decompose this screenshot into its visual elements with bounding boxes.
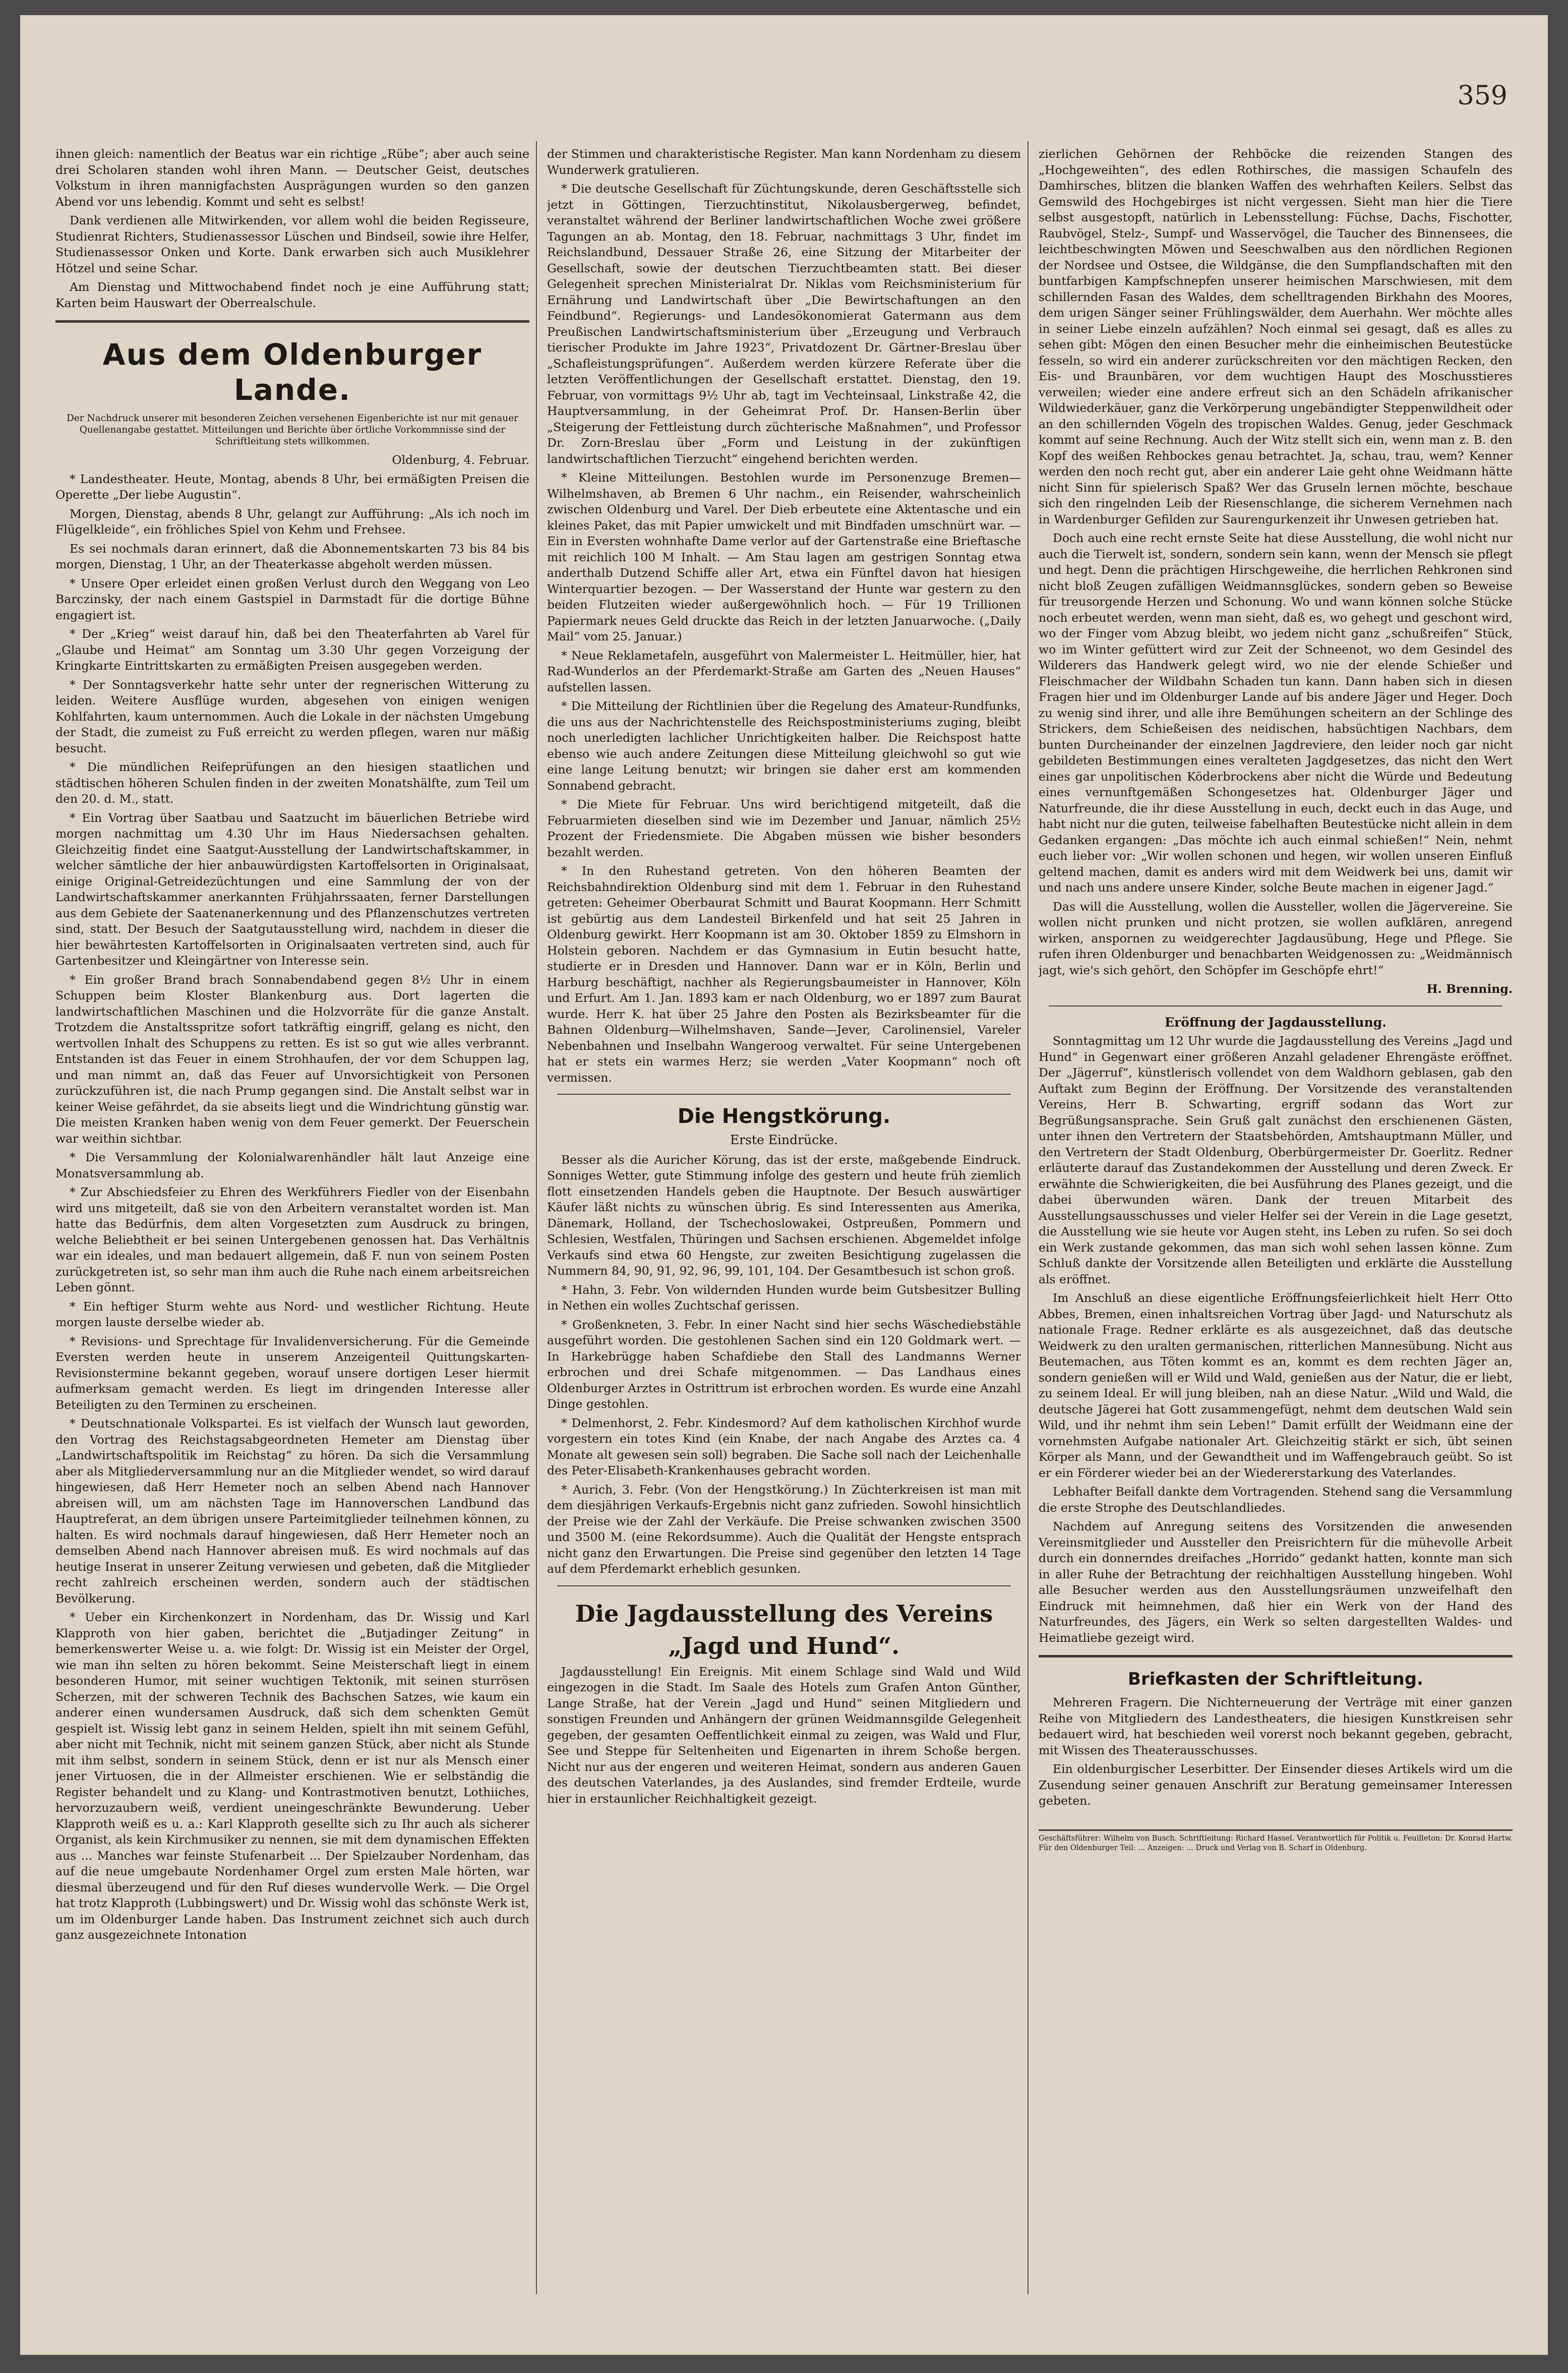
paragraph: * Landestheater. Heute, Montag, abends 8 Uhr, bei ermäßigten Preisen die Operette „Der liebe Augustin“. (55, 471, 529, 502)
jagd-article-continued (1039, 146, 1513, 978)
paragraph: Im Anschluß an diese eigentliche Eröffnungsfeierlichkeit hielt Herr Otto Abbes, Bremen, einen inhaltsreichen Vortrag über Jagd- und Naturschutz als nationale Frage. Redner erklärte es als ausgezeichnet, daß das deutsche Weidwerk zu den uralten germanischen, ritterlichen Mannesübung. Nicht aus Beutemachen, aus Töten kommt es an, kommt es dem rechten Jäger an, sondern genießen will er Wild und Wald, genießen aus der Natur, die er liebt, zu seinem Ideal. Er will jung bleiben, nah an diese Natur. „Wild und Wald, die deutsche Jägerei hat Gott zusammengefügt, nehmt dem deutschen Wald sein Wild, und ihr nehmt ihm sein Leben!“ Damit erfüllt der Weidmann eine der vornehmsten Aufgabe nationaler Art. Gleichzeitig stärkt er sich, übt seinen Körper als Mann, und der Gewandtheit und im Waffengebrauch geübt. So ist er ein Förderer wieder bei an der Wiedererstarkung des Vaterlandes. (1039, 1291, 1513, 1480)
eroeffnung-article (1039, 1033, 1513, 1646)
hengst-article (547, 1152, 1021, 1577)
section-title: Aus dem Oldenburger Lande. (102, 337, 483, 407)
paragraph: * Hahn, 3. Febr. Von wildernden Hunden wurde beim Gutsbesitzer Bulling in Nethen ein wolles Zuchtschaf gerissen. (547, 1282, 1021, 1313)
paragraph: * Die Versammlung der Kolonialwarenhändler hält laut Anzeige eine Monatsversammlung ab. (55, 1150, 529, 1180)
paragraph: Mehreren Fragern. Die Nichterneuerung der Verträge mit einer ganzen Reihe von Mitgliedern des Landestheaters, die hiesigen Kunstkreisen sehr bedauert wird, hat beschieden weil vorerst noch bekannt gegeben, gebracht, mit Wissen des Theaterausschusses. (1039, 1695, 1513, 1757)
dateline: Oldenburg, 4. Februar. (392, 453, 529, 467)
local-news (55, 471, 529, 1943)
section-note: Der Nachdruck unserer mit besonderen Zeichen versehenen Eigenberichte ist nur mit genauer Quellenangabe gestattet. Mitteilungen und Berichte über örtliche Vorkommnisse sind der Schriftleitung stets willkommen. (67, 413, 518, 447)
paragraph: ihnen gleich: namentlich der Beatus war ein richtige „Rübe“; aber auch seine drei Scholaren standen wohl ihren Mann. — Deutscher Geist, deutsches Volkstum in ihren mannigfachsten Ausprägungen wurden so den ganzen Abend vor uns lebendig. Kommt und seht es selbst! (55, 147, 529, 209)
paragraph: * Der Sonntagsverkehr hatte sehr unter der regnerischen Witterung zu leiden. Weitere Ausflüge wurden, abgesehen von einigen wenigen Kohlfahrten, kaum unternommen. Auch die Lokale in der nächsten Umgebung der Stadt, die zumeist zu Fuß erreicht zu werden pflegen, waren nur mäßig besucht. (55, 677, 529, 755)
column-1 (55, 146, 529, 2294)
jagd-article (547, 1664, 1021, 1807)
column-rule-1 (536, 141, 537, 2294)
column-rule-2 (1028, 141, 1029, 2294)
paragraph: * Neue Reklametafeln, ausgeführt von Malermeister L. Heitmüller, hier, hat Rad-Wunderlos an der Pferdemarkt-Straße am Garten des „Neuen Hauses“ aufstellen lassen. (547, 648, 1021, 694)
paragraph: Dank verdienen alle Mitwirkenden, vor allem wohl die beiden Regisseure, Studienrat Richters, Studienassessor Lüschen und Bindseil, sowie ihre Helfer, Studienassessor Onken und Korte. Dank erwarben sich auch Musiklehrer Hötzel und seine Schar. (55, 213, 529, 275)
section-rule (557, 1094, 1011, 1095)
paragraph: Am Dienstag und Mittwochabend findet noch je eine Aufführung statt; Karten beim Hauswart der Oberrealschule. (55, 280, 529, 310)
paragraph: * Die deutsche Gesellschaft für Züchtungskunde, deren Geschäftsstelle sich jetzt in Göttingen, Tierzuchtinstitut, Nikolausbergerweg, befindet, veranstaltet während der Berliner landwirtschaftlichen Woche zwei größere Tagungen an ab. Montag, den 18. Februar, nachmittags 3 Uhr, findet im Reichslandbund, Dessauer Straße 26, eine Sitzung der Mitarbeiter der Gesellschaft, sowie der deutschen Tierzuchtbeamten statt. Bei dieser Gelegenheit sprechen Ministerialrat Dr. Niklas vom Reichsministerium für Ernährung und Landwirtschaft über „Die Bewirtschaftungen an den Feindbund“. Regierungs- und Landesökonomierat Gatermann aus dem Preußischen Landwirtschaftsministerium über „Erzeugung und Verbrauch tierischer Produkte im Jahre 1923“, Privatdozent Dr. Gärtner-Breslau über „Schafleistungsprüfungen“. Außerdem werden kürzere Referate über die letzten Veröffentlichungen der Gesellschaft erstattet. Dienstag, den 19. Februar, von vormittags 9½ Uhr ab, tagt im Vechteinsaal, Linkstraße 42, die Hauptversammlung, in der Geheimrat Prof. Dr. Hansen-Berlin über „Steigerung der Fettleistung durch züchterische Maßnahmen“, und Professor Dr. Zorn-Breslau über „Form und Leistung in der zukünftigen landwirtschaftlichen Tierzucht“ eingehend berichten werden. (547, 182, 1021, 466)
paragraph: * Ein großer Brand brach Sonnabendabend gegen 8½ Uhr in einem Schuppen beim Kloster Blankenburg aus. Dort lagerten die landwirtschaftlichen Maschinen und die Holzvorräte für die ganze Anstalt. Trotzdem die Anstaltsspritze sofort tatkräftig eingriff, gelang es nicht, den wertvollen Inhalt des Schuppens zu retten. Es ist so gut wie alles verbrannt. Entstanden ist das Feuer in einem Strohhaufen, der vor dem Schuppen lag, und man nimmt an, daß das Feuer auf Unvorsichtigkeit von Personen zurückzuführen ist, die nach Prump gegangen sind. Die Anstalt selbst war in keiner Weise gefährdet, da sie abseits liegt und die Windrichtung günstig war. Die meisten Kranken haben wenig von dem Feuer gemerkt. Der Feuerschein war weithin sichtbar. (55, 972, 529, 1146)
paragraph: * Ueber ein Kirchenkonzert in Nordenham, das Dr. Wissig und Karl Klapproth von hier gaben, berichtet die „Butjadinger Zeitung“ in bemerkenswerter Weise u. a. wie folgt: Dr. Wissig ist ein Meister der Orgel, wie man ihn selten zu hören bekommt. Seine Meisterschaft liegt in einem besonderen Humor, mit seiner wuchtigen Tektonik, mit seinen sturrösen Scherzen, mit der schweren Technik des Bachschen Satzes, wie kaum ein anderer einen wundersamen Ausdruck, daß sich dem schenkten Gemüt gespielt ist. Wissig lebt ganz in seinem Helden, spielt ihn mit seinem Gefühl, aber nicht mit Technik, nicht mit seinem ganzen Stück, aber nicht als Stunde mit ihm selbst, sondern in seinem Stück, denn er ist nur als Mensch einer jener Virtuosen, die in der Allmeister erschienen. Wie er selbständig die Register behandelt und zu Klang- und Kontrastmotiven benutzt, Lothiiches, hervorzuzaubern weiß, verdient uneingeschränkte Bewunderung. Ueber Klapproth weiß es u. a.: Karl Klapproth gesellte sich zu Ihr auch als sicherer Organist, als kein Kirchmusiker zu nennen, sie mit dem dynamischen Effekten aus ... Manches war feinste Stufenarbeit ... Der Spielzauber Nordenham, das auf die neue umgebaute Nordenhamer Orgel zum ersten Male hörten, war diesmal überzeugend und für den Ruf dieses wundervolle Werk. — Die Orgel hat trotz Klapproth (Lubbingswert) und Dr. Wissig wohl das schönste Werk ist, um im Oldenburger Lande haben. Das Instrument zeichnet sich auch durch ganz ausgezeichnete Intonation (55, 1610, 529, 1942)
page-number: 359 (1457, 81, 1507, 111)
jagd-title-line-2: „Jagd und Hund“. (668, 1632, 900, 1659)
paragraph: * In den Ruhestand getreten. Von den höheren Beamten der Reichsbahndirektion Oldenburg sind mit dem 1. Februar in den Ruhestand getreten: Geheimer Oberbaurat Schmitt und Baurat Koopmann. Herr Schmitt ist gebürtig aus dem Landesteil Birkenfeld und hat seit 25 Jahren in Oldenburg gewirkt. Herr Koopmann ist am 30. Oktober 1859 zu Elmshorn in Holstein geboren. Nachdem er das Gymnasium in Eutin besucht hatte, studierte er in Dresden und Hannover. Dann war er in Köln, Berlin und Harburg beschäftigt, nachher als Regierungsbaumeister in Hannover, Köln und Erfurt. Am 1. Jan. 1893 kam er nach Oldenburg, wo er 1897 zum Baurat wurde. Herr K. hat über 25 Jahre den Posten als Bezirksbeamter für die Bahnen Oldenburg—Wilhelmshaven, Sande—Jever, Carolinensiel, Vareler Nebenbahnen und Inselbahn Wangeroog verwaltet. Für seine Untergebenen hat er stets ein warmes Herz; sie werden „Vater Koopmann“ noch oft vermissen. (547, 864, 1021, 1085)
paragraph: * Revisions- und Sprechtage für Invalidenversicherung. Für die Gemeinde Eversten werden heute in unserem Anzeigenteil Quittungskarten-Revisionstermine bekannt gegeben, worauf unsere dortigen Leser hiermit aufmerksam gemacht werden. Es liegt im dringenden Interesse aller Beteiligten zu den Terminen zu erscheinen. (55, 1334, 529, 1412)
column-3 (1039, 146, 1513, 2294)
briefkasten (1039, 1695, 1513, 1809)
paragraph: Besser als die Auricher Körung, das ist der erste, maßgebende Eindruck. Sonniges Wetter, gute Stimmung infolge des gestern und heute früh ziemlich flott einsetzenden Handels geben die Hauptnote. Der Besuch auswärtiger Käufer läßt nichts zu wünschen übrig. Es sind Interessenten aus Amerika, Dänemark, Holland, der Tschechoslowakei, Ostpreußen, Pommern und Schlesien, Westfalen, Thüringen und Sachsen erschienen. Abgemeldet infolge Verkaufs sind etwa 60 Hengste, zur zweiten Besichtigung zugelassen die Nummern 84, 90, 91, 92, 96, 99, 101, 104. Der Gesamtbesuch ist schon groß. (547, 1152, 1021, 1278)
paragraph: Es sei nochmals daran erinnert, daß die Abonnementskarten 73 bis 84 bis morgen, Dienstag, 1 Uhr, an der Theaterkasse abgeholt werden müssen. (55, 541, 529, 571)
section-rule (1039, 1655, 1513, 1657)
paragraph: zierlichen Gehörnen der Rehböcke die reizenden Stangen des „Hochgeweihten“, des edlen Rothirsches, die massigen Schaufeln des Damhirsches, blitzen die blanken Waffen des wehrhaften Keilers. Selbst das Gemswild des Hochgebirges ist nicht vergessen. Sieht man hier die Tiere selbst ausgestopft, natürlich in Lebensstellung: Füchse, Dachs, Fischotter, Raubvögel, Stelz-, Sumpf- und Wasservögel, die Taucher des Binnensees, die leichtbeschwingten Möwen und Seeschwalben aus den nördlichen Regionen der Nordsee und Ostsee, die Wildgänse, die den Sumpflandschaften mit den buntfarbigen Kampfschnepfen unserer heimischen Marschwiesen, mit dem schillernden Fasan des Waldes, dem schelltragenden Birkhahn des Moores, dem urigen Sänger seiner Frühlingswälder, dem Auerhahn. Wer möchte alles in seiner Liebe einzeln aufzählen? Noch einmal sei gesagt, daß es alles zu sehen gibt: Mögen den einen Besucher mehr die einheimischen Beutestücke fesseln, so wird ein anderer zurückschreiten vor den mächtigen Recken, den Eis- und Braunbären, vor dem wuchtigen Haupt des Moschusstieres verweilen; wieder eine andere erfreut sich an den Schädeln afrikanischer Wildwiederkäuer, ganz die Verkörperung ungebändigter Steppenwildheit oder an den schillernden Vögeln des tropischen Waldes. Genug, jeder Geschmack kommt auf seine Rechnung. Auch der Witz stellt sich ein, wenn man z. B. den Kopf des weißen Rehbockes genau betrachtet. Ja, schau, trau, wem? Kenner werden den noch recht gut, aber ein anderer Laie geht ohne Weidmann hätte nicht Sinn für spielerisch Spaß? Wer das Gruseln lernen möchte, beschaue sich den ringelnden Leib der Riesenschlange, die sicherem Vernehmen nach in Wardenburger Gefilden zur Saurengurkenzeit ihr Unwesen getrieben hat. (1039, 147, 1513, 526)
paragraph: Lebhafter Beifall dankte dem Vortragenden. Stehend sang die Versammlung die erste Strophe des Deutschlandliedes. (1039, 1485, 1513, 1515)
paragraph: Ein oldenburgischer Leserbitter. Der Einsender dieses Artikels wird um die Zusendung seiner genauen Anschrift zur Beratung gemeinsamer Interessen gebeten. (1039, 1762, 1513, 1808)
imprint: Geschäftsführer: Wilhelm von Busch. Schriftleitung: Richard Hassel. Verantwortlich für Politik u. Feuilleton: Dr. Konrad Hartw. Für den Oldenburger Teil: ... Anzeigen: ... Druck und Verlag von B. Scharf in Oldenburg. (1039, 1829, 1513, 1853)
newspaper-page (20, 15, 1548, 2355)
paragraph: Jagdausstellung! Ein Ereignis. Mit einem Schlage sind Wald und Wild eingezogen in die Stadt. Im Saale des Hotels zum Grafen Anton Günther, Lange Straße, hat der Verein „Jagd und Hund“ seinen Mitgliedern und sonstigen Freunden und Anhängern der grünen Weidmannsgilde Gelegenheit gegeben, der gesamten Oeffentlichkeit einmal zu zeigen, was Wald und Flur, See und Steppe für Seltenheiten und Eigenarten in ihrem Schoße bergen. Nicht nur aus der engeren und weiteren Heimat, sondern aus anderen Gauen des deutschen Vaterlandes, ja des Auslandes, sind fremder Erdteile, wurde hier in erstaunlicher Reichhaltigkeit gezeigt. (547, 1664, 1021, 1806)
paragraph: der Stimmen und charakteristische Register. Man kann Nordenham zu diesem Wunderwerk gratulieren. (547, 147, 1021, 177)
paragraph: * Kleine Mitteilungen. Bestohlen wurde im Personenzuge Bremen—Wilhelmshaven, ab Bremen 6 Uhr nachm., ein Reisender, wahrscheinlich zwischen Oldenburg und Varel. Der Dieb erbeutete eine Aktentasche und ein kleines Paket, das mit Papier umwickelt und mit Bindfaden umschnürt war. — Ein in Eversten wohnhafte Dame verlor auf der Gartenstraße eine Brieftasche mit reichlich 100 M Inhalt. — Am Stau lagen am gestrigen Sonntag etwa anderthalb Dutzend Schiffe aller Art, etwa ein Fünftel davon hat hiesigen Winterquartier bezogen. — Der Wasserstand der Hunte war gestern zu den beiden Flutzeiten wieder außergewöhnlich hoch. — Für 19 Trillionen Papiermark neues Geld druckte das Reich in der letzten Januarwoche. („Daily Mail“ vom 25. Januar.) (547, 470, 1021, 643)
eroeffnung-title: Eröffnung der Jagdausstellung. (1165, 1015, 1386, 1030)
paragraph: Doch auch eine recht ernste Seite hat diese Ausstellung, die wohl nicht nur auch die Tierwelt ist, sondern, sondern sein kann, wenn der Mensch sie pflegt und hegt. Denn die prächtigen Hirschgeweihe, die herrlichen Rehkronen sind nicht bloß Zeugen zufälligen Weidmannsglückes, sondern geben so Beweise für treusorgende Herzen und Schonung. Wo und wann können solche Stücke noch erbeutet werden, wenn man sieht, daß es, wo gehegt und geschont wird, wo der Finger vom Abzug bleibt, wo jedem nicht ganz „schußreifen“ Stück, wo im Winter gefüttert wird zur Zeit der Schneenot, wo dem Gesindel des Wilderers das Handwerk gelegt wird, wo nie der elende Schießer und Fleischmacher der Wildbahn Schaden tun kann. Dann haben sich in diesen Fragen hier und im Oldenburger Lande auf bis andere Jäger und Heger. Doch zu wenig sind ihrer, und alle ihre Bemühungen scheitern an der Schlinge des Strickers, dem Schießeisen des neidischen, habsüchtigen Nachbars, dem bunten Durcheinander der einzelnen Jagdreviere, den leider noch gar nicht gebildeten Bestimmungen eines veralteten Jagdgesetzes, das nicht den Wert eines gar unpolitischen Köderbrockens aber nicht die Würde und Bedeutung eines vernunftgemäßen Schongesetzes hat. Oldenburger Jäger und Naturfreunde, die ihr diese Ausstellung in euch, deckt euch in das Auge, und habt nicht nur die guten, teilweise fabelhaften Beutestücke nicht allein in dem Gedanken ergangen: „Das möchte ich auch einmal schießen!“ Nein, nehmt euch lieber vor: „Wir wollen schonen und hegen, wir wollen unseren Einfluß geltend machen, damit es anders wird mit dem Weidwerk bei uns, damit wir und nach uns andere unsere Kinder, solche Beute machen in eigener Jagd.“ (1039, 531, 1513, 895)
paragraph: Nachdem auf Anregung seitens des Vorsitzenden die anwesenden Vereinsmitglieder und Aussteller den Preisrichtern für die mühevolle Arbeit durch ein donnerndes dreifaches „Horrido“ gedankt hatten, konnte man sich in aller Ruhe der Betrachtung der reichhaltigen Ausstellung hingeben. Wohl alle Besucher werden aus den Ausstellungsräumen unzweifelhaft den Eindruck mit heimnehmen, daß hier ein Werk von der Hand des Naturfreundes, des Jägers, ein Werk so selten dargestellten Waldes- und Heimatliebe gezeigt wird. (1039, 1519, 1513, 1645)
paragraph: * Großenkneten, 3. Febr. In einer Nacht sind hier sechs Wäschediebstähle ausgeführt worden. Die gestohlenen Sachen sind ein 120 Goldmark wert. — In Harkebrügge haben Schafdiebe den Stall des Landmanns Werner erbrochen und drei Schafe mitgenommen. — Das Landhaus eines Oldenburger Arztes in Ostrittrum ist erbrochen worden. Es wurde eine Anzahl Dinge gestohlen. (547, 1317, 1021, 1411)
jagd-title-line-1: Die Jagdausstellung des Vereins (575, 1599, 993, 1627)
paragraph: * Deutschnationale Volkspartei. Es ist vielfach der Wunsch laut geworden, den Vortrag des Reichstagsabgeordneten Hemeter am Dienstag über „Landwirtschaftspolitik im Reichstag“ zu hören. Da sich die Versammlung aber als Mitgliederversammlung nur an die Mitglieder wendet, so wird darauf hingewiesen, daß Herr Hemeter noch an selben Abend nach Hannover abreisen will, um am nächsten Tage im Hannoverschen Landbund das Hauptreferat, an dem übrigen unsere Parteimitglieder teilnehmen können, zu halten. Es wird nochmals darauf hingewiesen, daß Herr Hemeter noch an demselben Abend nach Hannover abreisen muß. Es wird nochmals auf das heutige Inserat in unserer Zeitung verwiesen und gebeten, daß die Mitglieder recht zahlreich erscheinen werden, sondern auch der städtischen Bevölkerung. (55, 1416, 529, 1606)
paragraph: * Unsere Oper erleidet einen großen Verlust durch den Weggang von Leo Barczinsky, der nach einem Gastspiel in Darmstadt für die dortige Bühne engagiert ist. (55, 576, 529, 622)
hengst-subtitle: Erste Eindrücke. (730, 1133, 838, 1147)
paragraph: * Die mündlichen Reifeprüfungen an den hiesigen staatlichen und städtischen höheren Schulen finden in der zweiten Monatshälfte, zum Teil um den 20. d. M., statt. (55, 760, 529, 806)
section-rule (1049, 1005, 1502, 1006)
column-2 (547, 146, 1021, 2294)
local-news-continued (547, 146, 1021, 1086)
paragraph: Morgen, Dienstag, abends 8 Uhr, gelangt zur Aufführung: „Als ich noch im Flügelkleide“, ein fröhliches Spiel von Kehm und Frehsee. (55, 506, 529, 537)
paragraph: * Aurich, 3. Febr. (Von der Hengstkörung.) In Züchterkreisen ist man mit dem diesjährigen Verkaufs-Ergebnis nicht ganz zufrieden. Sowohl hinsichtlich der Preise wie der Zahl der Verkäufe. Die Preise schwanken zwischen 3500 und 3500 M. (eine Rekordsumme). Auch die Qualität der Hengste entsprach nicht ganz den Erwartungen. Die Preise sind gegenüber den letzten 14 Tage auf dem Pferdemarkt erheblich gesunken. (547, 1482, 1021, 1576)
briefkasten-title: Briefkasten der Schriftleitung. (1128, 1669, 1423, 1689)
paragraph: * Ein Vortrag über Saatbau und Saatzucht im bäuerlichen Betriebe wird morgen nachmittag um 4.30 Uhr im Haus Niedersachsen gehalten. Gleichzeitig findet eine Saatgut-Ausstellung der Landwirtschaftskammer, in welcher sämtliche der hier anbauwürdigsten Kartoffelsorten in Originalsaat, einige Original-Getreidezüchtungen und eine Sammlung der von der Landwirtschaftskammer anerkannten Frühjahrssaaten, ferner Darstellungen aus dem Gebiete der Saatenanerkennung und des Pflanzenschutzes vertreten sind, statt. Der Besuch der Saatgutausstellung wird, nachdem in dieser die hier bewährtesten Kartoffelsorten in Originalsaaten vertreten sind, auch für Gartenbesitzer und Kleingärtner von Interesse sein. (55, 810, 529, 968)
author-signature: H. Brenning. (1426, 982, 1513, 996)
paragraph: * Delmenhorst, 2. Febr. Kindesmord? Auf dem katholischen Kirchhof wurde vorgestern ein totes Kind (ein Knabe, der nach Angabe des Arztes ca. 4 Monate alt gewesen sein soll) begraben. Die Sache soll nach der Leichenhalle des Peter-Elisabeth-Krankenhauses gebracht worden. (547, 1415, 1021, 1477)
paragraph: * Die Mitteilung der Richtlinien über die Regelung des Amateur-Rundfunks, die uns aus der Nachrichtenstelle des Reichspostministeriums zuging, bleibt noch unerledigten lachlicher Unrichtigkeiten halber. Die Reichspost hatte ebenso wie auch andere Zeitungen diese Mitteilung gleichwohl so gut wie eine lange Leitung benutzt; wir bringen sie daher erst am kommenden Sonnabend gebracht. (547, 699, 1021, 793)
paragraph: * Die Miete für Februar. Uns wird berichtigend mitgeteilt, daß die Februarmieten dieselben sind wie im Dezember und Januar, nämlich 25½ Prozent der Friedensmiete. Die Abgaben müssen wie bisher besonders bezahlt werden. (547, 797, 1021, 859)
paragraph: * Zur Abschiedsfeier zu Ehren des Werkführers Fiedler von der Eisenbahn wird uns mitgeteilt, daß sie von den Arbeitern veranstaltet worden ist. Man hatte das Bedürfnis, dem alten Vorgesetzten zum Ausdruck zu bringen, welche Beliebtheit er bei seinen Untergebenen genossen hat. Das Verhältnis war ein ideales, und man bedauert allgemein, daß F. nun von seinem Posten zurückgetreten ist, so sehr man ihm auch die Ruhe nach einem arbeitsreichen Leben gönnt. (55, 1185, 529, 1294)
section-rule (557, 1585, 1011, 1586)
paragraph: * Ein heftiger Sturm wehte aus Nord- und westlicher Richtung. Heute morgen lauste derselbe wieder ab. (55, 1299, 529, 1329)
theater-review-end (55, 146, 529, 311)
paragraph: Sonntagmittag um 12 Uhr wurde die Jagdausstellung des Vereins „Jagd und Hund“ in Gegenwart einer größeren Anzahl geladener Ehrengäste eröffnet. Der „Jägerruf“, künstlerisch vollendet von dem Waldhorn geblasen, gab den Auftakt zum Beginn der Eröffnung. Der Vorsitzende des veranstaltenden Vereins, Herr B. Schwarting, ergriff sodann das Wort zur Begrüßungsansprache. Sein Gruß galt zunächst den erschienenen Gästen, unter ihnen den Vertretern der Staatsbehörden, Amtshauptmann Müller, und den Vertretern der Stadt Oldenburg, Oberbürgermeister Dr. Goerlitz. Redner erläuterte darauf das Zustandekommen der Ausstellung und deren Zweck. Er erwähnte die Schwierigkeiten, die bei Ausführung des Planes gezeigt, und die dabei überwunden wären. Dank der treuen Mitarbeit des Ausstellungsausschusses und vieler Helfer sei der Verein in die Lage gesetzt, die Ausstellung wie sie heute vor Augen steht, ins Leben zu rufen. So sei doch ein Werk zustande gekommen, das man sich wohl sehen lassen könne. Zum Schluß dankte der Vorsitzende allen Beteiligten und erklärte die Ausstellung als eröffnet. (1039, 1034, 1513, 1286)
paragraph: Das will die Ausstellung, wollen die Aussteller, wollen die Jägervereine. Sie wollen nicht prunken und nicht protzen, sie wollen aufklären, anregend wirken, anspornen zu weidgerechter Jagdausübung, Hege und Pflege. Sie rufen ihren Oldenburger und benachbarten Weidgenossen zu: „Weidmännisch jagt, wie's sich gehört, den Schöpfer im Geschöpfe ehrt!“ (1039, 899, 1513, 977)
hengst-title: Die Hengstkörung. (677, 1105, 891, 1128)
section-rule (55, 320, 529, 323)
paragraph: * Der „Krieg“ weist darauf hin, daß bei den Theaterfahrten ab Varel für „Glaube und Heimat“ am Sonntag um 3.30 Uhr gegen Vorzeigung der Kringkarte Eintrittskarten zu ermäßigten Preisen ausgegeben werden. (55, 627, 529, 673)
